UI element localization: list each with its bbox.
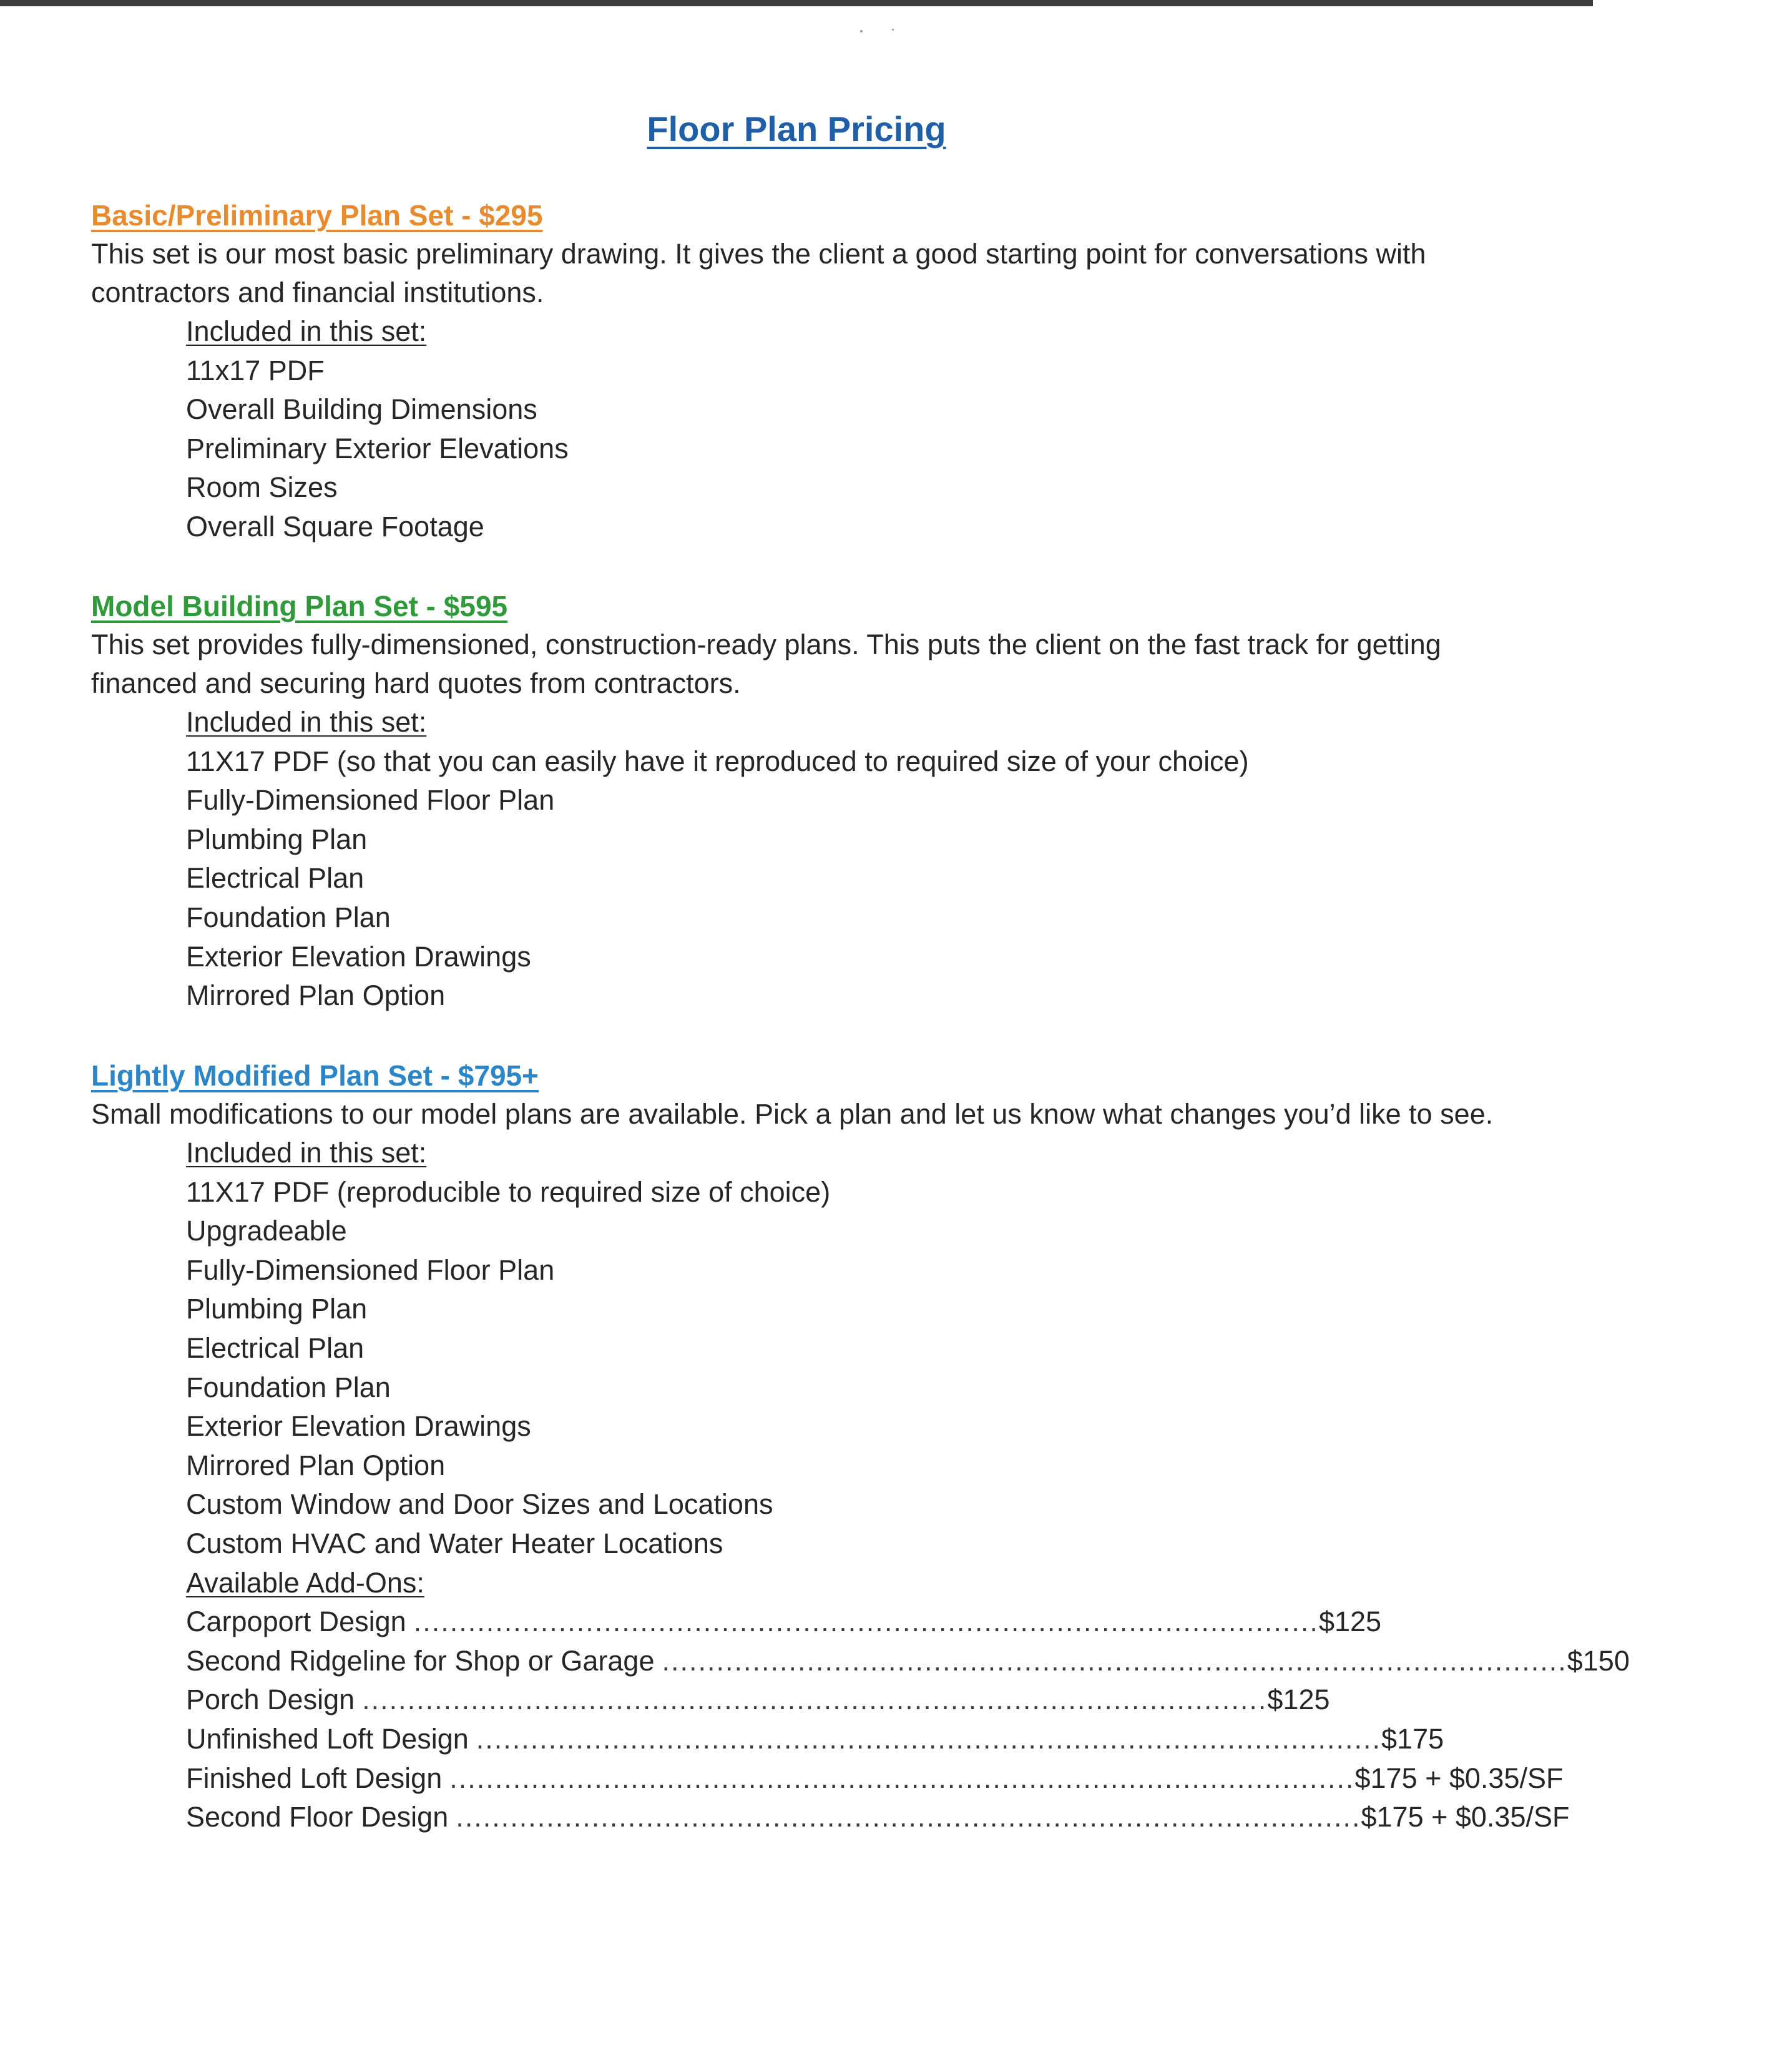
included-list [186, 703, 1496, 1016]
addon-price: $175 + $0.35/SF [1354, 1762, 1564, 1794]
scan-speck [860, 30, 863, 32]
section-description: This set provides fully-dimensioned, construction-ready plans. This puts the client on the fast track for getting financed and securing hard quotes from contractors. [91, 629, 1441, 699]
section-model-plan [91, 587, 1496, 1016]
dot-leader: .................................................................................................... [413, 1606, 1319, 1638]
list-item: Fully-Dimensioned Floor Plan [186, 784, 555, 817]
addon-price: $125 [1267, 1684, 1330, 1716]
dot-leader: .................................................................................................... [456, 1801, 1361, 1833]
list-item: Custom Window and Door Sizes and Locations [186, 1488, 773, 1521]
section-heading-model: Model Building Plan Set - $595 [91, 590, 508, 622]
section-description: Small modifications to our model plans are available. Pick a plan and let us know what changes you’d like to see. [91, 1098, 1494, 1130]
section-lightly-modified-plan [91, 1056, 1630, 1837]
list-item: Exterior Elevation Drawings [186, 1410, 531, 1443]
list-item: Mirrored Plan Option [186, 1449, 446, 1481]
addon-name: Porch Design [186, 1684, 355, 1716]
list-item: Electrical Plan [186, 1332, 365, 1364]
section-description: This set is our most basic preliminary drawing. It gives the client a good starting point for conversations with contractors and financial institutions. [91, 238, 1426, 308]
addon-price: $125 [1318, 1606, 1382, 1638]
list-item: Fully-Dimensioned Floor Plan [186, 1253, 555, 1286]
scan-top-edge [0, 0, 1593, 6]
included-list [186, 312, 1496, 547]
addon-row [186, 1642, 1630, 1681]
included-label: Included in this set: [186, 706, 427, 738]
addons-label: Available Add-Ons: [186, 1566, 424, 1599]
addon-price: $175 [1381, 1722, 1444, 1755]
list-item: Plumbing Plan [186, 1293, 368, 1325]
addon-name: Finished Loft Design [186, 1762, 443, 1794]
page-title: Floor Plan Pricing [647, 109, 946, 149]
list-item: 11x17 PDF [186, 354, 325, 386]
list-item: 11X17 PDF (reproducible to required size of choice) [186, 1175, 831, 1208]
list-item: Foundation Plan [186, 901, 391, 933]
addon-row [186, 1680, 1330, 1720]
dot-leader: .................................................................................................... [662, 1644, 1567, 1677]
section-heading-lightly-modified: Lightly Modified Plan Set - $795+ [91, 1059, 539, 1092]
addon-row [186, 1798, 1570, 1837]
dot-leader: .................................................................................................... [362, 1684, 1268, 1716]
list-item: 11X17 PDF (so that you can easily have it reproduced to required size of your choice) [186, 745, 1249, 777]
addon-name: Unfinished Loft Design [186, 1722, 469, 1755]
included-label: Included in this set: [186, 1137, 427, 1169]
addon-price: $175 + $0.35/SF [1361, 1801, 1570, 1833]
addon-row [186, 1602, 1382, 1642]
list-item: Overall Square Footage [186, 510, 484, 542]
addon-name: Carpoport Design [186, 1606, 406, 1638]
dot-leader: .................................................................................................... [449, 1762, 1355, 1794]
section-heading-basic: Basic/Preliminary Plan Set - $295 [91, 199, 543, 232]
list-item: Plumbing Plan [186, 823, 368, 855]
list-item: Custom HVAC and Water Heater Locations [186, 1527, 723, 1559]
list-item: Preliminary Exterior Elevations [186, 432, 569, 464]
list-item: Electrical Plan [186, 862, 365, 895]
scan-speck [892, 29, 894, 31]
list-item: Room Sizes [186, 471, 338, 504]
included-label: Included in this set: [186, 315, 427, 347]
addon-row [186, 1720, 1444, 1759]
list-item: Overall Building Dimensions [186, 393, 537, 426]
list-item: Mirrored Plan Option [186, 979, 446, 1012]
addon-row [186, 1759, 1564, 1798]
addon-name: Second Ridgeline for Shop or Garage [186, 1644, 655, 1677]
section-basic-plan [91, 196, 1496, 547]
dot-leader: .................................................................................................... [476, 1722, 1382, 1755]
list-item: Exterior Elevation Drawings [186, 940, 531, 973]
addon-name: Second Floor Design [186, 1801, 449, 1833]
list-item: Upgradeable [186, 1215, 347, 1247]
list-item: Foundation Plan [186, 1371, 391, 1403]
included-list [186, 1134, 1630, 1837]
addon-price: $150 [1567, 1644, 1630, 1677]
